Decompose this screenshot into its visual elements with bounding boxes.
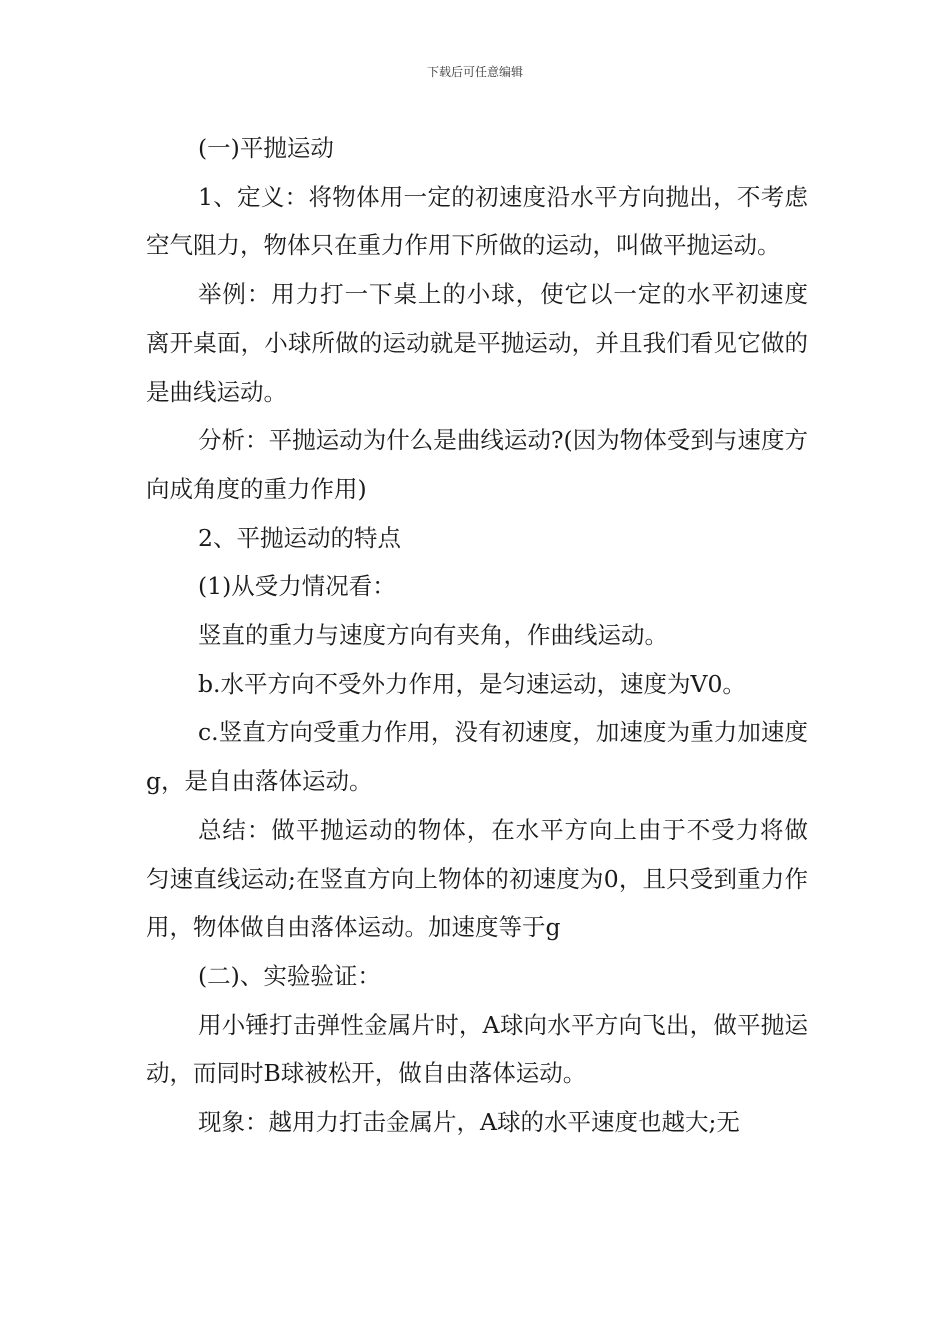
section-heading-1: (一)平抛运动: [198, 134, 334, 162]
paragraph-analysis: 分析：平抛运动为什么是曲线运动?(因为物体受到与速度方向成角度的重力作用): [146, 426, 808, 503]
section-heading-3: (二)、实验验证：: [198, 961, 381, 990]
paragraph-point-b: b.水平方向不受外力作用，是匀速运动，速度为V0。: [198, 669, 746, 698]
paragraph-phenomenon: 现象：越用力打击金属片，A球的水平速度也越大;无: [198, 1108, 740, 1137]
page-header: 下载后可任意编辑: [426, 65, 523, 79]
paragraph-point-a: 竖直的重力与速度方向有夹角，作曲线运动。: [198, 621, 668, 650]
section-heading-2: 2、平抛运动的特点: [198, 523, 401, 552]
paragraph-example: 举例：用力打一下桌上的小球，使它以一定的水平初速度离开桌面，小球所做的运动就是平抛运动，并且我们看见它做的是曲线运动。: [146, 280, 808, 406]
paragraph-point-c: c.竖直方向受重力作用，没有初速度，加速度为重力加速度g，是自由落体运动。: [146, 718, 808, 796]
subheading-force: (1)从受力情况看：: [198, 572, 396, 601]
paragraph-experiment: 用小锤打击弹性金属片时，A球向水平方向飞出，做平抛运动，而同时B球被松开，做自由落体运动。: [146, 1010, 808, 1088]
paragraph-definition: 1、定义：将物体用一定的初速度沿水平方向抛出，不考虑空气阻力，物体只在重力作用下所做的运动，叫做平抛运动。: [146, 182, 808, 260]
document-body: [146, 124, 808, 1147]
paragraph-summary: 总结：做平抛运动的物体，在水平方向上由于不受力将做匀速直线运动;在竖直方向上物体的初速度为0，且只受到重力作用，物体做自由落体运动。加速度等于g: [146, 815, 808, 942]
